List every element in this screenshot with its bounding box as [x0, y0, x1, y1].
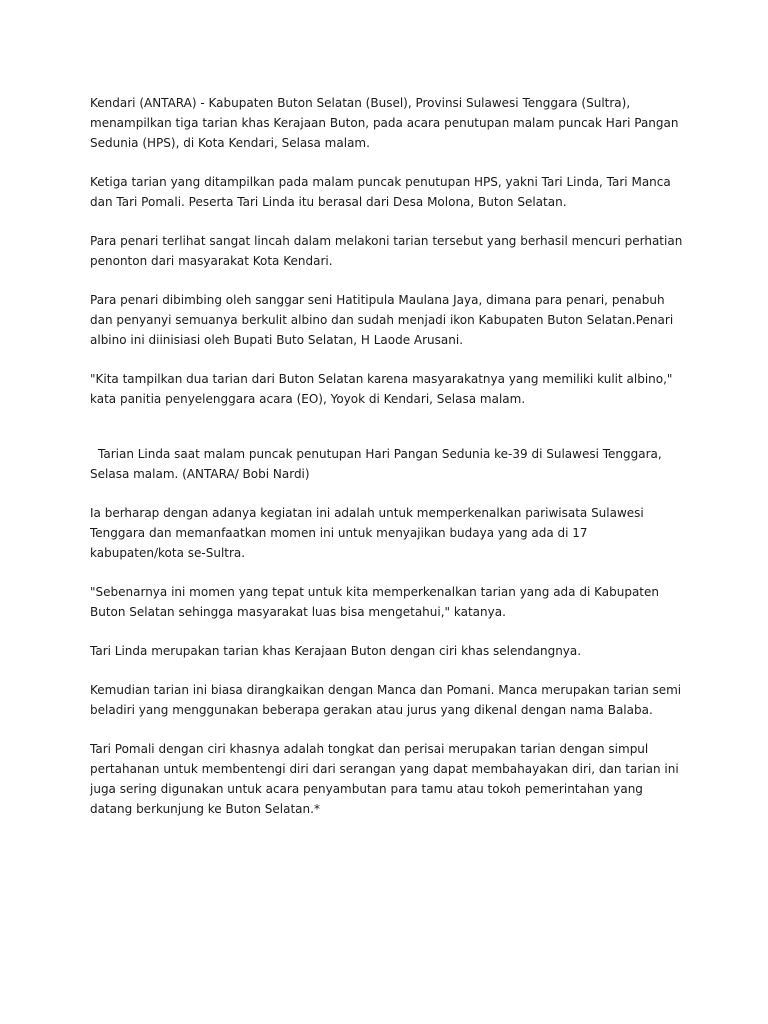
paragraph-3: Para penari terlihat sangat lincah dalam melakoni tarian tersebut yang berhasil mencuri perhatian penonton dari masyarakat Kota Kendari. [90, 234, 683, 268]
paragraph-4: Para penari dibimbing oleh sanggar seni Hatitipula Maulana Jaya, dimana para penari, penabuh dan penyanyi semuanya berkulit albino dan sudah menjadi ikon Kabupaten Buton Selatan.Penari albino ini diinisiasi oleh Bupati Buto Selatan, H Laode Arusani. [90, 293, 674, 347]
paragraph-8: Tari Linda merupakan tarian khas Kerajaan Buton dengan ciri khas selendangnya. [90, 644, 582, 658]
article-body [90, 93, 685, 838]
paragraph-9: Kemudian tarian ini biasa dirangkaikan dengan Manca dan Pomani. Manca merupakan tarian semi beladiri yang menggunakan beberapa gerakan atau jurus yang dikenal dengan nama Balaba. [90, 683, 682, 717]
photo-caption: Tarian Linda saat malam puncak penutupan Hari Pangan Sedunia ke-39 di Sulawesi Tenggara, Selasa malam. (ANTARA/ Bobi Nardi) [90, 447, 662, 481]
paragraph-5: "Kita tampilkan dua tarian dari Buton Selatan karena masyarakatnya yang memiliki kulit albino," kata panitia penyelenggara acara (EO), Yoyok di Kendari, Selasa malam. [90, 372, 673, 406]
paragraph-6: Ia berharap dengan adanya kegiatan ini adalah untuk memperkenalkan pariwisata Sulawesi Tenggara dan memanfaatkan momen ini untuk menyajikan budaya yang ada di 17 kabupaten/kota se-Sultra. [90, 506, 644, 560]
paragraph-10: Tari Pomali dengan ciri khasnya adalah tongkat dan perisai merupakan tarian dengan simpul pertahanan untuk membentengi diri dari serangan yang dapat membahayakan diri, dan tarian ini juga sering digunakan untuk acara penyambutan para tamu atau tokoh pemerintahan yang datang berkunjung ke Buton Selatan.* [90, 742, 679, 816]
paragraph-1: Kendari (ANTARA) - Kabupaten Buton Selatan (Busel), Provinsi Sulawesi Tenggara (Sultra), menampilkan tiga tarian khas Kerajaan Buton, pada acara penutupan malam puncak Hari Pangan Sedunia (HPS), di Kota Kendari, Selasa malam. [90, 96, 679, 150]
paragraph-2: Ketiga tarian yang ditampilkan pada malam puncak penutupan HPS, yakni Tari Linda, Tari Manca dan Tari Pomali. Peserta Tari Linda itu berasal dari Desa Molona, Buton Selatan. [90, 175, 671, 209]
paragraph-7: "Sebenarnya ini momen yang tepat untuk kita memperkenalkan tarian yang ada di Kabupaten Buton Selatan sehingga masyarakat luas bisa mengetahui," katanya. [90, 585, 659, 619]
